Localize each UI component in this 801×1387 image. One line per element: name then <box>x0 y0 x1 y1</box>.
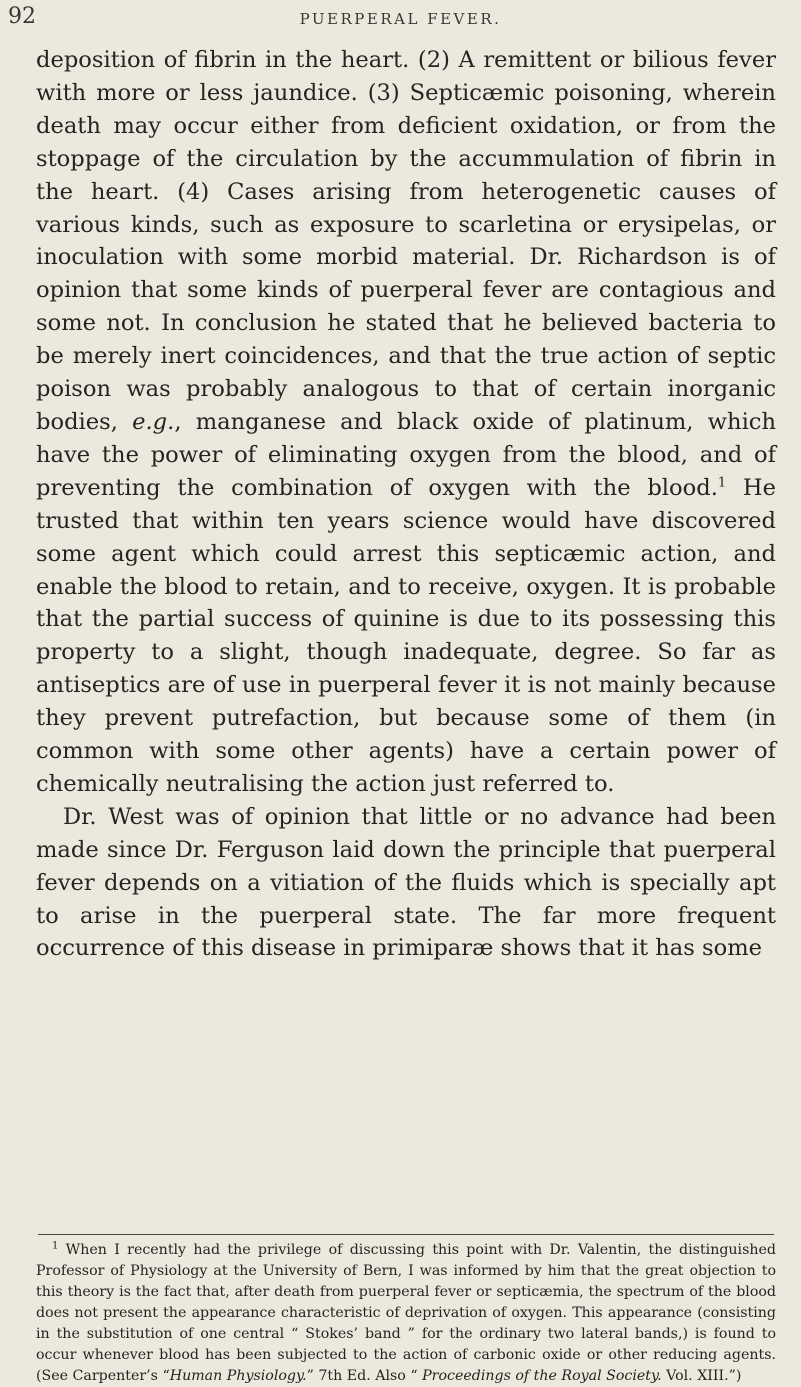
paragraph-1-part-3: He trusted that within ten years science would have discovered some agent which could arrest this septicæmic action, and enable the blood to retain, and to receive, oxygen. It is probable that the partial success of quinine is due to its possessing this property to a slight, though inadequate, degree. So far as antiseptics are of use in puerperal fever it is not mainly because they prevent putrefaction, but because some of them (in common with some other agents) have a certain power of chemically neutralising the action just referred to. <box>36 474 776 797</box>
footnote-part-1: When I recently had the privilege of discussing this point with Dr. Valentin, the distinguished Professor of Physiology at the University of Bern, I was informed by him that the great objection to this theory is the fact that, after death from puerperal fever or septicæmia, the spectrum of the blood does not present the appearance characteristic of deprivation of oxygen. This appearance (consisting in the substitution of one central “ Stokes’ band ” for the ordinary two lateral bands,) is found to occur whenever blood has been subjected to the action of carbonic oxide or other reducing agents. (See Carpenter’s “ <box>36 1242 776 1384</box>
footnote-book-title-1: Human Physiology. <box>169 1368 307 1384</box>
footnote-reference: 1 <box>717 475 727 491</box>
paragraph-2: Dr. West was of opinion that little or no advance had been made since Dr. Ferguson laid down the principle that puerperal fever depends on a vitiation of the fluids which is specially apt to arise in the puerperal state. The far more frequent occurrence of this disease in primiparæ shows that it has some <box>36 803 776 962</box>
running-head: PUERPERAL FEVER. <box>299 10 502 28</box>
paragraph-1-part-1: deposition of fibrin in the heart. (2) A remittent or bilious fever with more or less jaundice. (3) Septicæmic poisoning, wherein death may occur either from deficient oxidation, or from the stoppage of the circulation by the accummulation of fibrin in the heart. (4) Cases arising from heterogenetic causes of various kinds, such as exposure to scarletina or erysipelas, or inoculation with some morbid material. Dr. Richardson is of opinion that some kinds of puerperal fever are contagious and some not. In conclusion he stated that he believed bacteria to be merely inert coincidences, and that the true action of septic poison was probably analogous to that of certain inorganic bodies, <box>36 47 776 435</box>
paragraph-1 <box>36 44 776 801</box>
footnote-book-title-2: Proceedings of the Royal Society. <box>422 1368 662 1384</box>
eg-abbreviation: e.g. <box>132 408 175 435</box>
paragraph-1-part-2: , manganese and black oxide of platinum, which have the power of eliminating oxygen from the blood, and of preventing the combination of oxygen with the blood. <box>36 408 776 501</box>
footnote-marker: 1 <box>52 1240 59 1252</box>
footnote <box>36 1240 776 1387</box>
footnote-part-2: ” 7th Ed. Also “ <box>306 1368 423 1384</box>
footnote-part-3: Vol. XIII.”) <box>661 1368 742 1384</box>
body-text <box>36 44 776 965</box>
footnote-divider <box>38 1234 774 1235</box>
page-number: 92 <box>8 4 36 29</box>
